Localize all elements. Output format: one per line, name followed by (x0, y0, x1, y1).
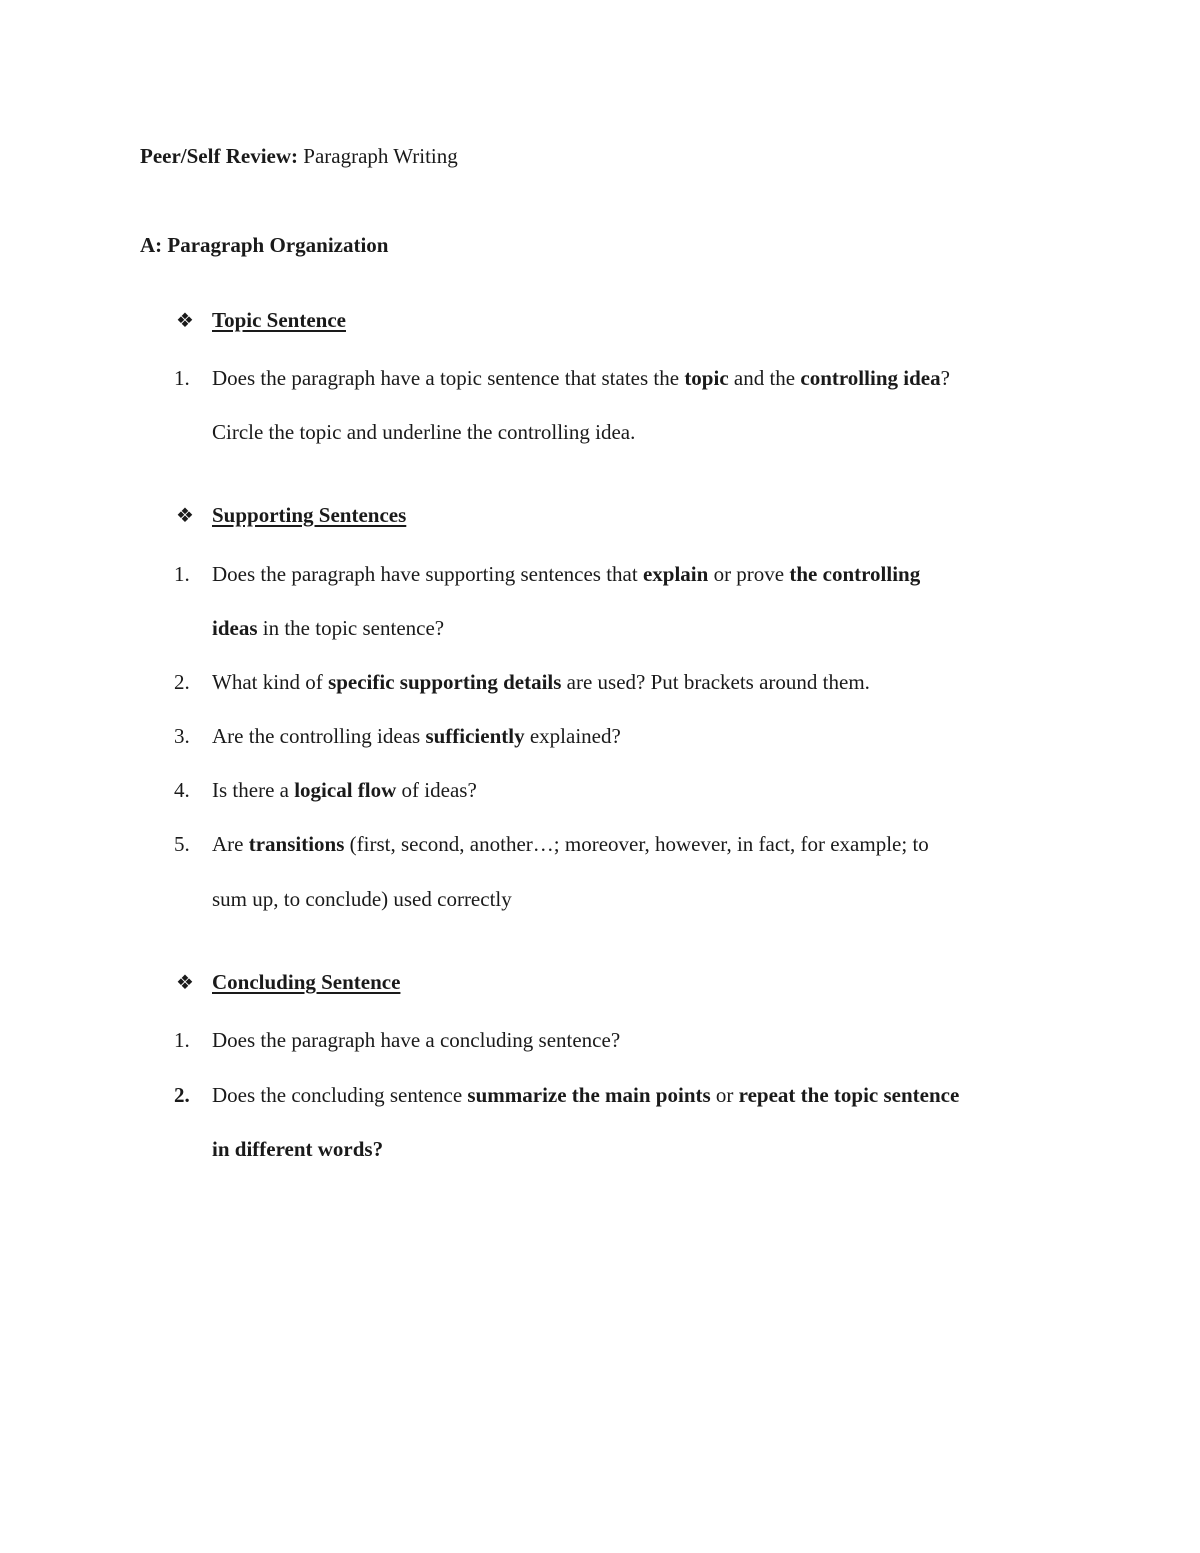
text-run: or prove (708, 562, 790, 586)
text-run: Does the concluding sentence (212, 1083, 468, 1107)
list-item-continuation: in different words? (212, 1137, 384, 1161)
bold-run: explain (642, 562, 709, 586)
bold-run: transitions (248, 832, 345, 856)
text-run: Does the paragraph have supporting sentences that (212, 562, 643, 586)
bold-run: summarize the main points (467, 1083, 711, 1107)
list-number: 1. (174, 366, 190, 390)
list-number: 2. (174, 670, 190, 694)
list-number: 2. (174, 1083, 190, 1107)
text-run: (first, second, another…; moreover, however, in fact, for example; to (344, 832, 929, 856)
bold-run: topic (684, 366, 729, 390)
list-item-continuation: Circle the topic and underline the controlling idea. (212, 420, 636, 444)
diamond-bullet-icon: ❖ (176, 310, 194, 332)
list-number: 1. (174, 1028, 190, 1052)
text-run: of ideas? (396, 778, 477, 802)
title-label: Peer/Self Review: (140, 144, 299, 168)
list-item-text (212, 672, 870, 693)
text-run: are used? Put brackets around them. (561, 670, 870, 694)
list-item-text (212, 780, 477, 801)
text-run: and the (728, 366, 801, 390)
page-title (140, 146, 458, 167)
text-run: ? (940, 366, 950, 390)
bold-run: specific supporting details (328, 670, 562, 694)
text-run: Are the controlling ideas (212, 724, 426, 748)
concluding-sentence-heading: Concluding Sentence (212, 970, 401, 994)
text-run: in the topic sentence? (257, 616, 445, 640)
list-number: 4. (174, 778, 190, 802)
title-text: Paragraph Writing (298, 144, 458, 168)
text-run: or (710, 1083, 739, 1107)
bold-run: controlling idea (800, 366, 941, 390)
text-run: Are (212, 832, 249, 856)
list-item-text: Does the paragraph have a concluding sentence? (212, 1028, 621, 1052)
list-item-text (212, 1085, 959, 1106)
diamond-bullet-icon: ❖ (176, 505, 194, 527)
bold-run: the controlling (789, 562, 921, 586)
bold-run: sufficiently (425, 724, 525, 748)
list-number: 1. (174, 562, 190, 586)
section-heading: A: Paragraph Organization (140, 233, 389, 257)
bold-run: logical flow (294, 778, 397, 802)
diamond-bullet-icon: ❖ (176, 972, 194, 994)
bold-run: repeat the topic sentence (738, 1083, 960, 1107)
text-run: Is there a (212, 778, 295, 802)
text-run: explained? (524, 724, 621, 748)
list-number: 3. (174, 724, 190, 748)
supporting-sentences-heading: Supporting Sentences (212, 503, 407, 527)
list-item-text (212, 834, 929, 855)
list-item-text (212, 368, 950, 389)
bold-run: ideas (212, 616, 258, 640)
list-item-text (212, 564, 920, 585)
topic-sentence-heading: Topic Sentence (212, 308, 346, 332)
list-item-continuation (212, 618, 444, 639)
text-run: What kind of (212, 670, 329, 694)
text-run: Does the paragraph have a topic sentence that states the (212, 366, 685, 390)
list-item-text (212, 726, 621, 747)
list-number: 5. (174, 832, 190, 856)
list-item-continuation: sum up, to conclude) used correctly (212, 887, 512, 911)
